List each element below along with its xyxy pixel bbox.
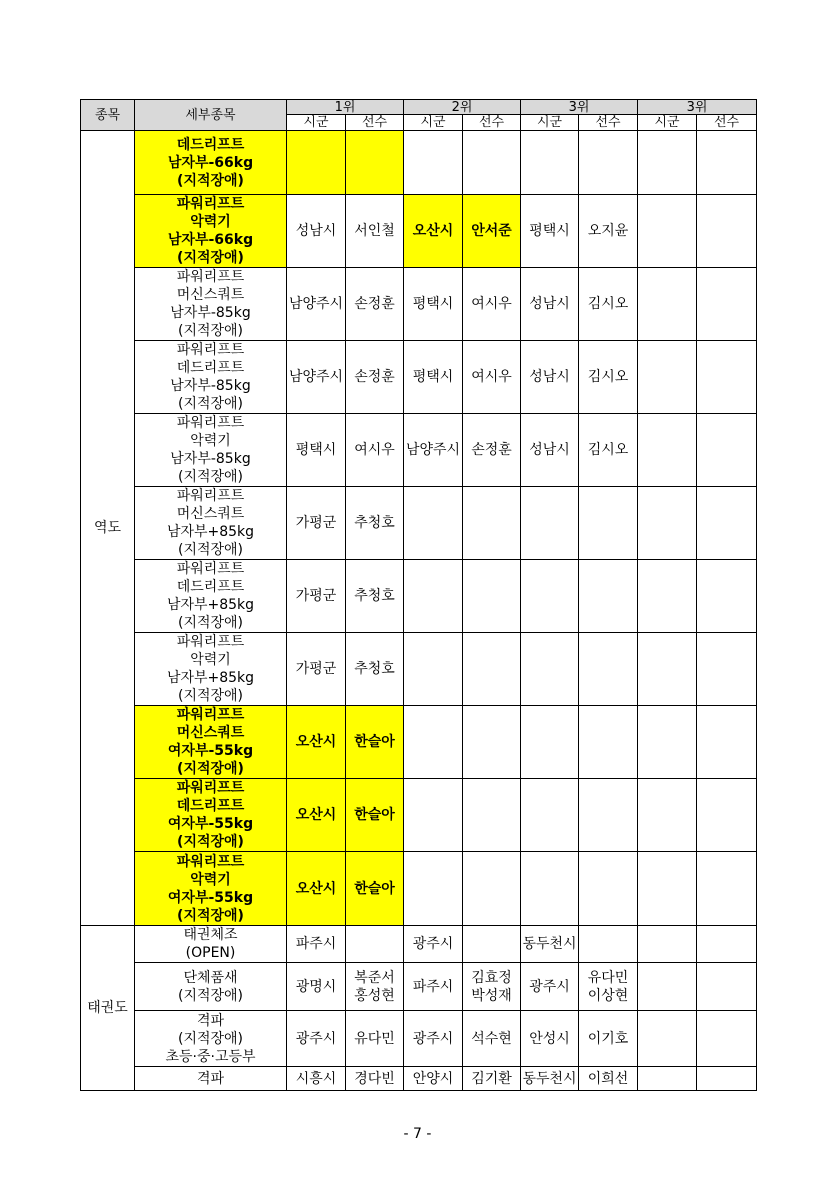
athlete-cell: 추청호 [346,560,404,633]
cell-line: 머신스쿼트 [176,506,245,522]
city-cell: 시흥시 [287,1067,346,1091]
event-name-cell [135,779,287,852]
header-detail-event: 세부종목 [135,100,287,131]
athlete-cell [579,131,638,195]
city-cell: 안양시 [404,1067,463,1091]
cell-line: 악력기 [190,871,231,888]
city-cell: 오산시 [287,706,346,779]
athlete-cell: 한슬아 [346,706,404,779]
athlete-cell: 유다민 [346,1011,404,1067]
city-cell: 광명시 [287,963,346,1011]
header-rank-1: 1위 [287,100,404,115]
cell-line: (지적장애) [177,396,244,412]
event-row [81,131,757,195]
cell-line: 파워리프트 [176,342,245,358]
city-cell: 광주시 [404,926,463,963]
city-cell: 광주시 [287,1011,346,1067]
city-cell [638,633,697,706]
city-cell [638,131,697,195]
cell-line: 태권체조 [183,927,238,943]
header-row-ranks [81,100,757,115]
cell-line: 파워리프트 [176,853,245,870]
city-cell [404,560,463,633]
cell-line: 데드리프트 [176,136,245,153]
city-cell: 오산시 [287,779,346,852]
athlete-cell [697,1011,757,1067]
city-cell [638,341,697,414]
cell-line: 격파 [196,1012,225,1029]
event-row [81,1067,757,1091]
athlete-cell: 여시우 [463,268,521,341]
cell-line: 단체품새 [183,969,238,986]
cell-line: (지적장애) [177,469,244,485]
event-row [81,268,757,341]
city-cell [521,852,579,926]
sport-name-cell: 태권도 [81,926,135,1091]
cell-line: (지적장애) [177,907,244,924]
athlete-cell [697,633,757,706]
city-cell [404,633,463,706]
athlete-cell [463,779,521,852]
cell-line: 남자부-85kg [170,305,251,321]
header-rank-3b: 3위 [638,100,757,115]
athlete-cell: 손정훈 [346,341,404,414]
athlete-cell [697,414,757,487]
event-row [81,779,757,852]
city-cell: 파주시 [287,926,346,963]
city-cell: 남양주시 [287,341,346,414]
city-cell [404,131,463,195]
athlete-cell: 경다빈 [346,1067,404,1091]
city-cell [638,560,697,633]
athlete-cell: 이기호 [579,1011,638,1067]
event-name-cell [135,963,287,1011]
city-cell [404,852,463,926]
header-city: 시군 [287,115,346,131]
cell-line: (지적장애) [177,761,244,777]
cell-line: 남자부-85kg [170,378,251,394]
cell-line: 파워리프트 [176,196,245,212]
athlete-cell [697,341,757,414]
city-cell: 파주시 [404,963,463,1011]
city-cell [404,779,463,852]
cell-line: (지적장애) [177,323,244,339]
athlete-cell: 여시우 [463,341,521,414]
header-sport: 종목 [81,100,135,131]
cell-line: (지적장애) [177,542,244,558]
sport-name-cell: 역도 [81,131,135,926]
athlete-cell [463,963,521,1011]
cell-line: 이상현 [587,987,629,1004]
athlete-cell [697,963,757,1011]
athlete-cell: 추청호 [346,487,404,560]
athlete-cell [463,560,521,633]
athlete-cell [579,633,638,706]
city-cell: 오산시 [404,195,463,268]
cell-line: 파워리프트 [176,488,245,504]
athlete-cell [697,926,757,963]
athlete-cell: 안서준 [463,195,521,268]
city-cell [638,926,697,963]
event-row [81,963,757,1011]
city-cell: 평택시 [404,268,463,341]
city-cell: 동두천시 [521,926,579,963]
event-row [81,487,757,560]
city-cell [521,706,579,779]
athlete-cell [579,963,638,1011]
cell-line: (지적장애) [177,987,244,1004]
cell-line: 데드리프트 [176,579,245,595]
city-cell: 성남시 [287,195,346,268]
city-cell: 광주시 [521,963,579,1011]
cell-line: 김효정 [471,969,512,986]
header-rank-2: 2위 [404,100,521,115]
athlete-cell [697,1067,757,1091]
cell-line: 여자부-55kg [167,743,254,759]
cell-line: (지적장애) [177,615,244,631]
city-cell [638,1067,697,1091]
city-cell [521,560,579,633]
header-city: 시군 [638,115,697,131]
athlete-cell [697,852,757,926]
cell-line: 여자부-55kg [167,816,254,832]
city-cell: 성남시 [521,414,579,487]
city-cell [521,779,579,852]
cell-line: (지적장애) [177,834,244,850]
cell-line: 머신스쿼트 [176,287,245,303]
header-athlete: 선수 [579,115,638,131]
event-name-cell [135,1067,287,1091]
city-cell: 오산시 [287,852,346,926]
header-city: 시군 [404,115,463,131]
city-cell: 가평군 [287,487,346,560]
city-cell: 동두천시 [521,1067,579,1091]
cell-line: 복준서 [354,969,395,986]
cell-line: 유다민 [587,969,629,986]
results-table [80,99,757,1091]
athlete-cell [579,706,638,779]
cell-line: 머신스쿼트 [176,725,245,741]
event-row [81,706,757,779]
event-row [81,926,757,963]
athlete-cell [463,926,521,963]
athlete-cell: 손정훈 [346,268,404,341]
athlete-cell [579,487,638,560]
city-cell [521,487,579,560]
athlete-cell [697,779,757,852]
event-name-cell [135,560,287,633]
cell-line: 파워리프트 [176,415,245,431]
city-cell [521,131,579,195]
event-name-cell [135,131,287,195]
event-name-cell [135,341,287,414]
athlete-cell [697,487,757,560]
athlete-cell [579,560,638,633]
city-cell [287,131,346,195]
cell-line: 남자부+85kg [166,670,255,686]
city-cell [638,1011,697,1067]
cell-line: 홍성현 [354,987,395,1004]
cell-line: (지적장애) [177,1030,244,1047]
athlete-cell [579,779,638,852]
header-rank-3a: 3위 [521,100,638,115]
event-name-cell [135,268,287,341]
cell-line: 격파 [196,1070,225,1087]
athlete-cell [463,131,521,195]
cell-line: 남자부+85kg [166,524,255,540]
city-cell: 평택시 [287,414,346,487]
cell-line: 파워리프트 [176,707,245,723]
city-cell: 성남시 [521,268,579,341]
cell-line: 파워리프트 [176,269,245,285]
page-number: - 7 - [403,1126,432,1142]
athlete-cell [463,633,521,706]
athlete-cell [697,195,757,268]
cell-line: 악력기 [190,214,231,230]
city-cell: 광주시 [404,1011,463,1067]
city-cell [638,195,697,268]
event-row [81,852,757,926]
athlete-cell: 김시오 [579,268,638,341]
cell-line: 데드리프트 [176,360,245,376]
athlete-cell [697,131,757,195]
event-row [81,560,757,633]
athlete-cell [463,706,521,779]
city-cell [404,706,463,779]
city-cell: 가평군 [287,633,346,706]
athlete-cell: 한슬아 [346,852,404,926]
event-name-cell [135,414,287,487]
cell-line: 남자부-66kg [167,232,254,248]
athlete-cell [346,963,404,1011]
event-row [81,414,757,487]
city-cell: 남양주시 [404,414,463,487]
cell-line: 악력기 [190,652,231,668]
athlete-cell [346,131,404,195]
header-athlete: 선수 [463,115,521,131]
event-name-cell [135,706,287,779]
athlete-cell [346,926,404,963]
city-cell [638,487,697,560]
city-cell [638,414,697,487]
header-athlete: 선수 [697,115,757,131]
cell-line: 데드리프트 [176,798,245,814]
athlete-cell: 서인철 [346,195,404,268]
event-row [81,633,757,706]
event-name-cell [135,852,287,926]
cell-line: (지적장애) [177,172,244,189]
city-cell [638,852,697,926]
athlete-cell: 추청호 [346,633,404,706]
athlete-cell: 여시우 [346,414,404,487]
cell-line: 남자부-66kg [167,154,254,171]
city-cell [638,268,697,341]
city-cell [638,963,697,1011]
athlete-cell [697,560,757,633]
athlete-cell: 김기환 [463,1067,521,1091]
city-cell: 안성시 [521,1011,579,1067]
athlete-cell [579,852,638,926]
athlete-cell: 이희선 [579,1067,638,1091]
city-cell: 남양주시 [287,268,346,341]
athlete-cell: 석수현 [463,1011,521,1067]
cell-line: 악력기 [190,433,231,449]
athlete-cell [463,852,521,926]
cell-line: (지적장애) [177,250,244,266]
athlete-cell [579,926,638,963]
athlete-cell: 김시오 [579,414,638,487]
athlete-cell [697,268,757,341]
event-row [81,1011,757,1067]
cell-line: 박성재 [471,987,512,1004]
city-cell [638,779,697,852]
cell-line: (지적장애) [177,688,244,704]
city-cell [404,487,463,560]
event-name-cell [135,195,287,268]
city-cell: 성남시 [521,341,579,414]
city-cell [638,706,697,779]
event-name-cell [135,633,287,706]
cell-line: 파워리프트 [176,780,245,796]
city-cell: 평택시 [404,341,463,414]
cell-line: 여자부-55kg [167,889,254,906]
athlete-cell: 한슬아 [346,779,404,852]
city-cell [521,633,579,706]
event-row [81,341,757,414]
header-city: 시군 [521,115,579,131]
cell-line: 파워리프트 [176,561,245,577]
cell-line: (OPEN) [185,945,236,961]
cell-line: 파워리프트 [176,634,245,650]
header-athlete: 선수 [346,115,404,131]
athlete-cell: 손정훈 [463,414,521,487]
athlete-cell [463,487,521,560]
event-row [81,195,757,268]
event-name-cell [135,487,287,560]
city-cell: 가평군 [287,560,346,633]
athlete-cell: 김시오 [579,341,638,414]
city-cell: 평택시 [521,195,579,268]
event-name-cell [135,1011,287,1067]
cell-line: 남자부+85kg [166,597,255,613]
athlete-cell: 오지윤 [579,195,638,268]
athlete-cell [697,706,757,779]
cell-line: 초등·중·고등부 [165,1048,256,1065]
event-name-cell [135,926,287,963]
cell-line: 남자부-85kg [170,451,251,467]
